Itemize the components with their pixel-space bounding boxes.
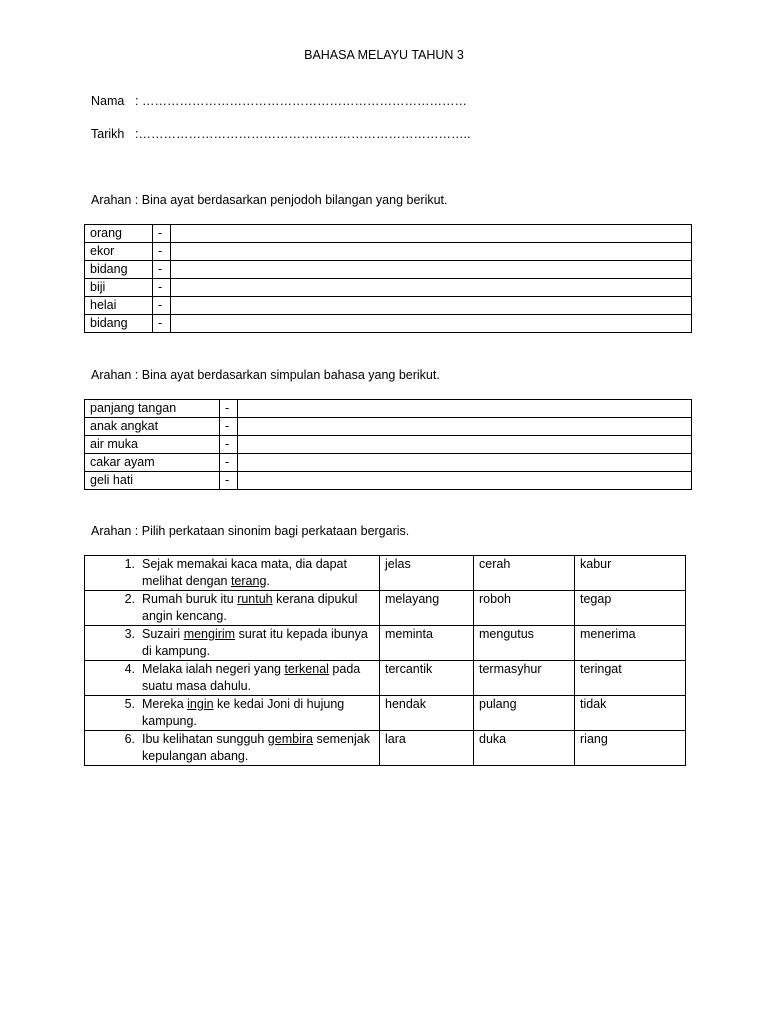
option-cell[interactable]: tidak — [575, 696, 686, 731]
answer-cell[interactable] — [171, 225, 692, 243]
dash-cell: - — [153, 279, 171, 297]
dash-cell: - — [153, 261, 171, 279]
question-text-post: surat itu kepada ibunya di kampung. — [142, 627, 368, 658]
question-text — [135, 556, 379, 590]
table-row — [85, 400, 692, 418]
question-text — [135, 696, 379, 730]
word-cell: bidang — [85, 315, 153, 333]
underlined-word: runtuh — [237, 592, 273, 606]
tarikh-value: :…………………………………………………………………….. — [135, 127, 471, 141]
question-cell — [85, 591, 380, 626]
table-row — [85, 225, 692, 243]
table-row — [85, 243, 692, 261]
option-cell[interactable]: kabur — [575, 556, 686, 591]
question-number: 1. — [124, 557, 135, 571]
question-text-post: ke kedai Joni di hujung kampung. — [142, 697, 345, 728]
question-text-pre: Sejak memakai kaca mata, dia dapat melihat dengan — [142, 557, 347, 588]
question-text-post: kerana dipukul angin kencang. — [142, 592, 358, 623]
word-cell: biji — [85, 279, 153, 297]
option-cell[interactable]: riang — [575, 731, 686, 766]
answer-cell[interactable] — [171, 279, 692, 297]
underlined-word: terang — [230, 574, 267, 588]
word-cell: ekor — [85, 243, 153, 261]
dash-cell: - — [220, 436, 238, 454]
answer-cell[interactable] — [171, 297, 692, 315]
option-cell[interactable]: teringat — [575, 661, 686, 696]
question-number: 4. — [124, 662, 135, 676]
option-cell[interactable]: cerah — [474, 556, 575, 591]
underlined-word: gembira — [267, 732, 313, 746]
dash-cell: - — [153, 225, 171, 243]
answer-cell[interactable] — [238, 436, 692, 454]
underlined-word: ingin — [187, 697, 214, 711]
word-cell: panjang tangan — [85, 400, 220, 418]
question-text-pre: Rumah buruk itu — [142, 592, 238, 606]
question-text — [135, 626, 379, 660]
table-row — [85, 297, 692, 315]
answer-cell[interactable] — [238, 454, 692, 472]
dash-cell: - — [220, 454, 238, 472]
page-title: BAHASA MELAYU TAHUN 3 — [304, 48, 464, 62]
question-row — [85, 661, 686, 696]
table-row — [85, 454, 692, 472]
option-cell[interactable]: duka — [474, 731, 575, 766]
question-text-post: pada suatu masa dahulu. — [142, 662, 361, 693]
instruction-2: Arahan : Bina ayat berdasarkan simpulan bahasa yang berikut. — [91, 368, 440, 382]
word-cell: anak angkat — [85, 418, 220, 436]
question-cell — [85, 556, 380, 591]
answer-cell[interactable] — [171, 243, 692, 261]
table-row — [85, 315, 692, 333]
nama-value: : …………………………………………………………………… — [135, 94, 467, 108]
word-cell: bidang — [85, 261, 153, 279]
nama-field — [91, 94, 467, 108]
instruction-3: Arahan : Pilih perkataan sinonim bagi perkataan bergaris. — [91, 524, 410, 538]
question-cell — [85, 696, 380, 731]
question-number: 2. — [124, 592, 135, 606]
simpulan-bahasa-table — [84, 399, 692, 490]
question-number: 5. — [124, 697, 135, 711]
question-cell — [85, 626, 380, 661]
question-row — [85, 696, 686, 731]
word-cell: orang — [85, 225, 153, 243]
question-row — [85, 731, 686, 766]
question-row — [85, 591, 686, 626]
option-cell[interactable]: tegap — [575, 591, 686, 626]
option-cell[interactable]: roboh — [474, 591, 575, 626]
question-text-post: semenjak kepulangan abang. — [142, 732, 370, 763]
word-cell: cakar ayam — [85, 454, 220, 472]
dash-cell: - — [220, 400, 238, 418]
answer-cell[interactable] — [238, 400, 692, 418]
tarikh-field — [91, 127, 470, 141]
option-cell[interactable]: lara — [380, 731, 474, 766]
question-text-pre: Melaka ialah negeri yang — [142, 662, 285, 676]
tarikh-label: Tarikh — [91, 127, 125, 141]
question-text — [135, 731, 379, 765]
sinonim-table — [84, 555, 686, 766]
dash-cell: - — [220, 472, 238, 490]
question-row — [85, 556, 686, 591]
question-text-pre: Mereka — [142, 697, 188, 711]
option-cell[interactable]: jelas — [380, 556, 474, 591]
option-cell[interactable]: melayang — [380, 591, 474, 626]
question-row — [85, 626, 686, 661]
table-row — [85, 279, 692, 297]
answer-cell[interactable] — [171, 261, 692, 279]
option-cell[interactable]: menerima — [575, 626, 686, 661]
question-text — [135, 591, 379, 625]
question-cell — [85, 731, 380, 766]
dash-cell: - — [220, 418, 238, 436]
penjodoh-bilangan-table — [84, 224, 692, 333]
underlined-word: terkenal — [284, 662, 329, 676]
answer-cell[interactable] — [238, 418, 692, 436]
nama-label: Nama — [91, 94, 125, 108]
question-number: 6. — [124, 732, 135, 746]
table-row — [85, 418, 692, 436]
option-cell[interactable]: hendak — [380, 696, 474, 731]
underlined-word: mengirim — [183, 627, 236, 641]
question-text-pre: Suzairi — [142, 627, 184, 641]
word-cell: geli hati — [85, 472, 220, 490]
table-row — [85, 436, 692, 454]
answer-cell[interactable] — [171, 315, 692, 333]
question-cell — [85, 661, 380, 696]
dash-cell: - — [153, 315, 171, 333]
question-text-post: . — [266, 574, 270, 588]
option-cell[interactable]: mengutus — [474, 626, 575, 661]
question-text-pre: Ibu kelihatan sungguh — [142, 732, 268, 746]
instruction-1: Arahan : Bina ayat berdasarkan penjodoh bilangan yang berikut. — [91, 193, 448, 207]
dash-cell: - — [153, 243, 171, 261]
dash-cell: - — [153, 297, 171, 315]
word-cell: helai — [85, 297, 153, 315]
question-number: 3. — [124, 627, 135, 641]
option-cell[interactable]: pulang — [474, 696, 575, 731]
option-cell[interactable]: termasyhur — [474, 661, 575, 696]
table-row — [85, 472, 692, 490]
option-cell[interactable]: tercantik — [380, 661, 474, 696]
answer-cell[interactable] — [238, 472, 692, 490]
table-row — [85, 261, 692, 279]
word-cell: air muka — [85, 436, 220, 454]
option-cell[interactable]: meminta — [380, 626, 474, 661]
question-text — [135, 661, 379, 695]
